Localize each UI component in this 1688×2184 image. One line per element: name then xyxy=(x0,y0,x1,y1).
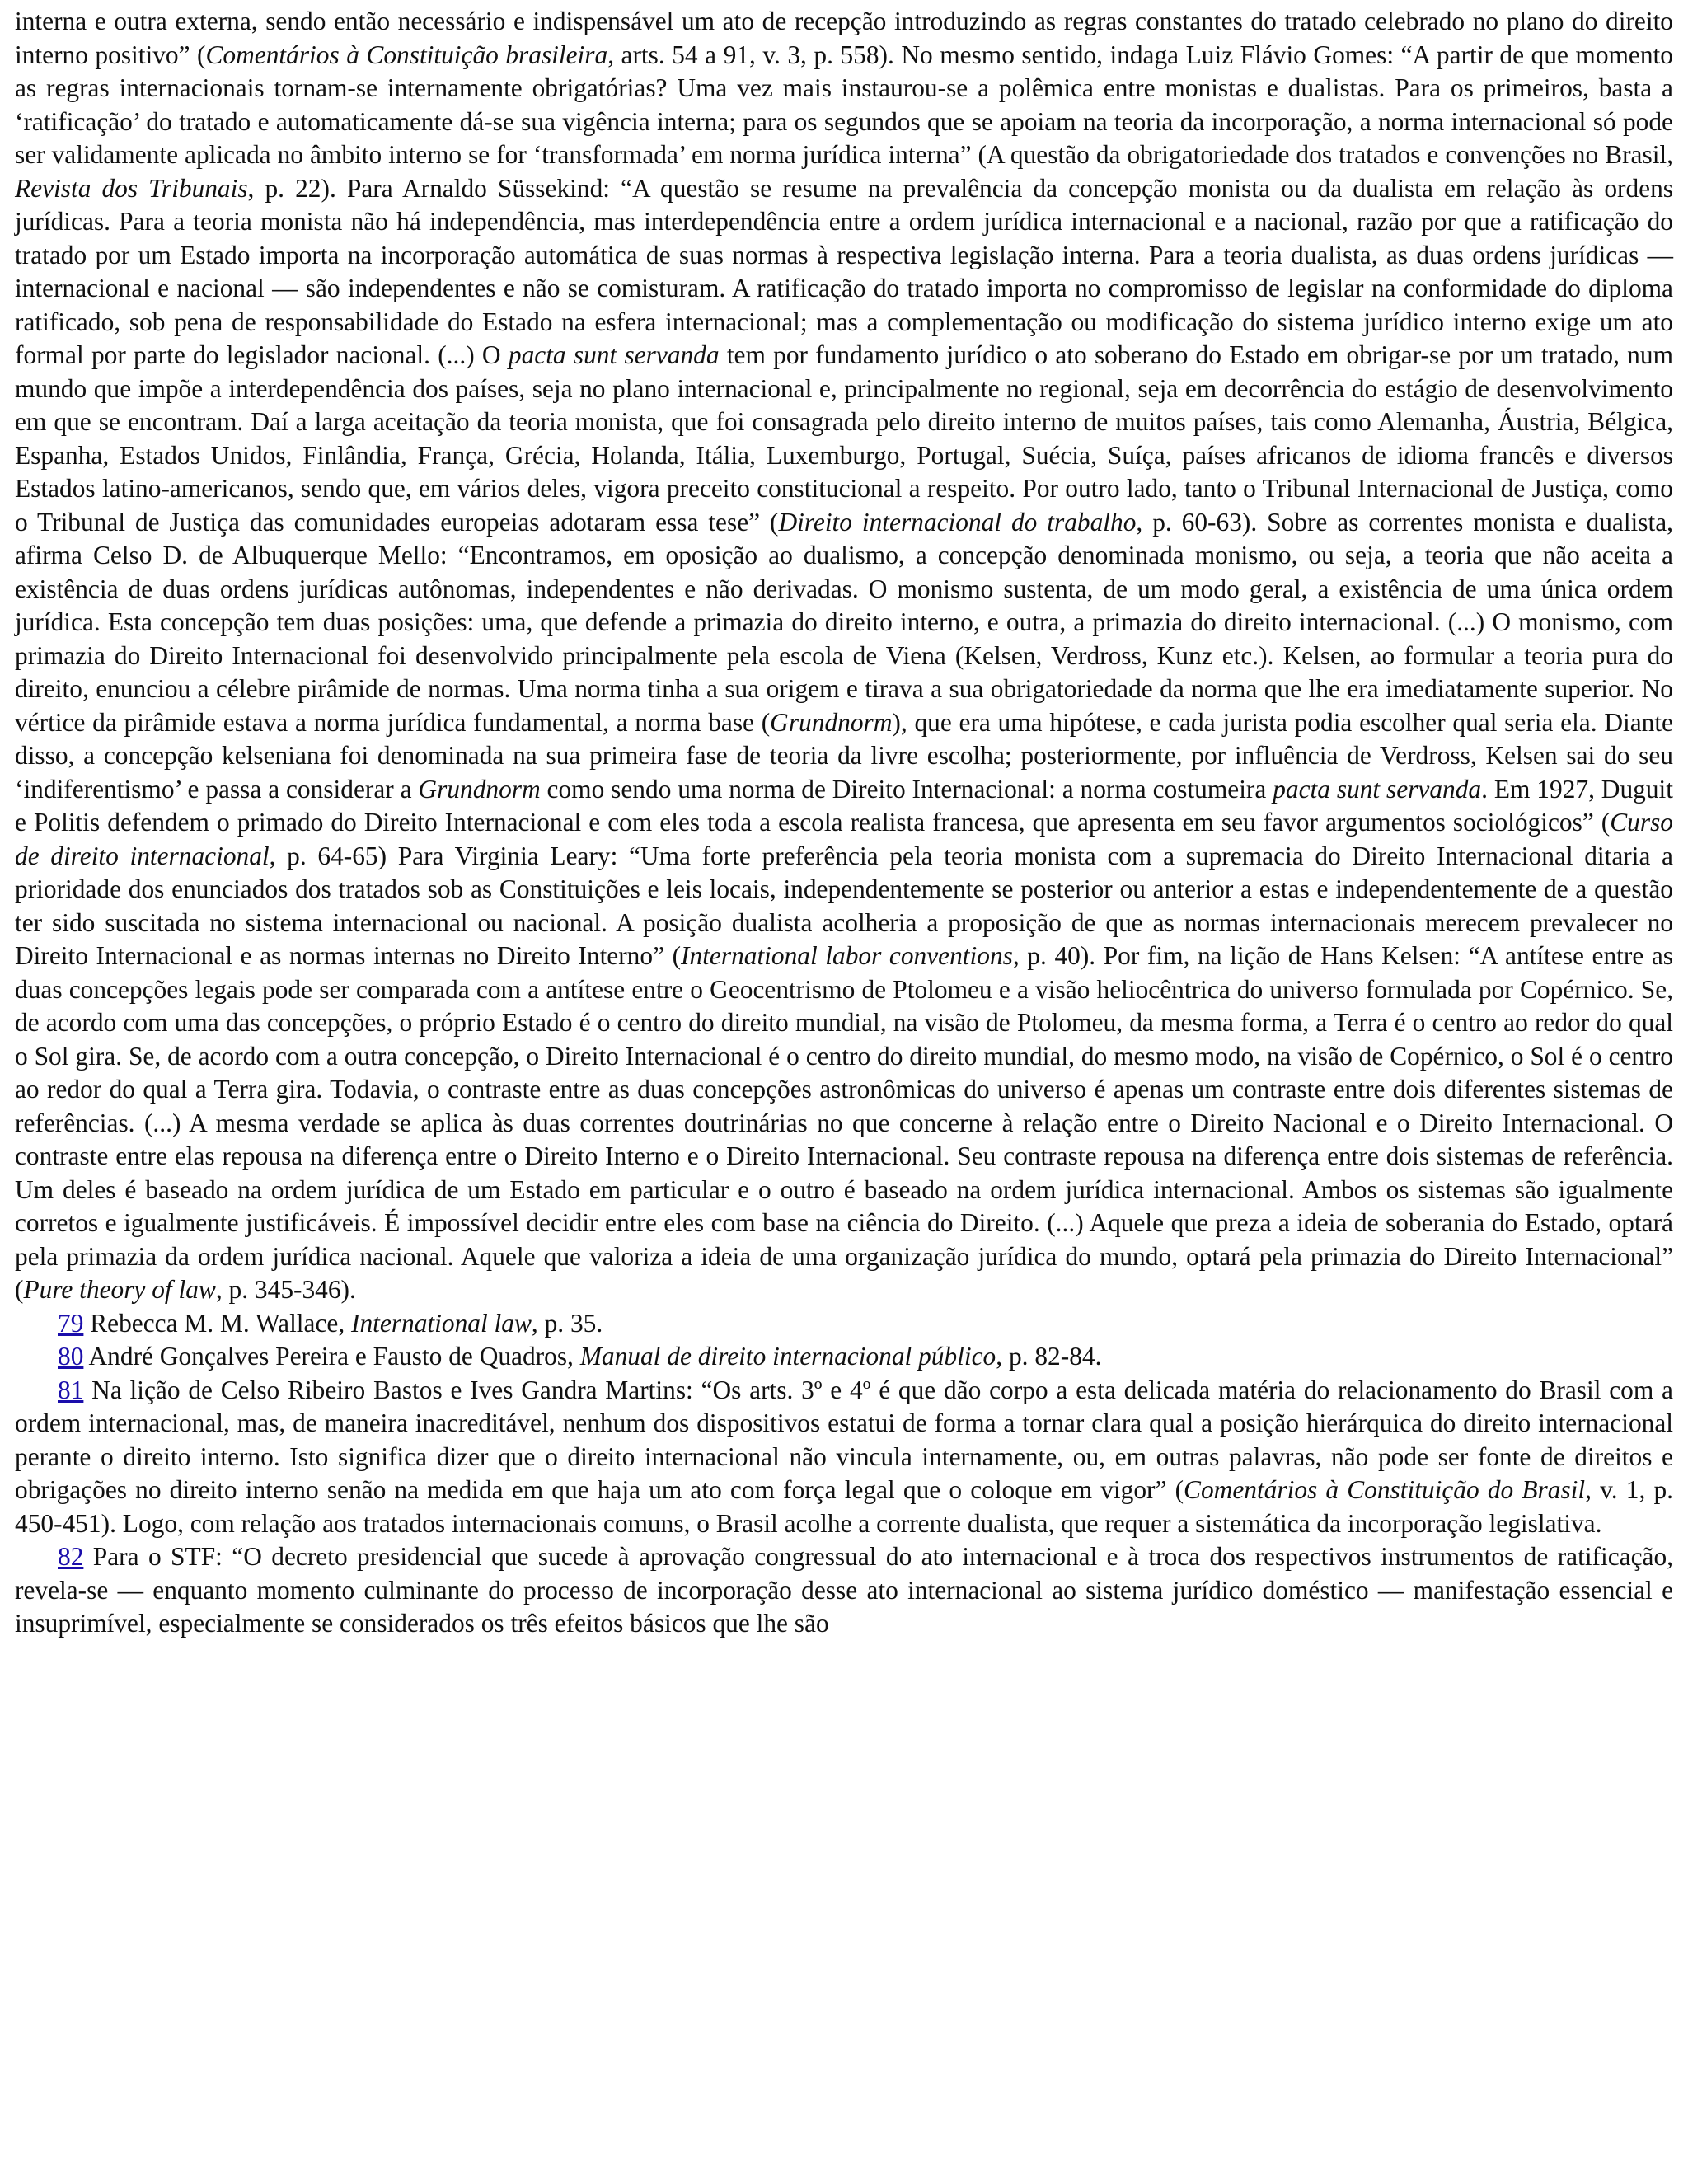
document-page xyxy=(15,5,1673,1641)
text-run: Na lição de Celso Ribeiro Bastos e Ives Gandra Martins: “Os arts. 3º e 4º é que dão corpo a esta delicada matéria do relacionamento do Brasil com a ordem internacional, mas, de maneira inacreditável, nenhum dos dispositivos estatui de forma a tornar clara qual a posição hierárquica do direito internacional perante o direito interno. Isto significa dizer que o direito internacional não vincula internamente, ou, em outras palavras, não pode ser fonte de direitos e obrigações no direito interno senão na medida em que haja um ato com força legal que o coloque em vigor” ( xyxy=(15,1375,1673,1504)
footnote-link[interactable]: 80 xyxy=(58,1342,84,1371)
text-run: , p. 82-84. xyxy=(996,1342,1102,1371)
italic-citation: Revista dos Tribunais xyxy=(15,173,248,203)
footnote-link[interactable]: 82 xyxy=(58,1542,84,1571)
footnote-link[interactable]: 81 xyxy=(58,1375,84,1404)
text-run: tem por fundamento jurídico o ato soberano do Estado em obrigar-se por um tratado, num mundo que impõe a interdependência dos países, seja no plano internacional e, principalmente no regional, seja em decorrência do estágio de desenvolvimento em que se encontram. Daí a larga aceitação da teoria monista, que foi consagrada pelo direito interno de muitos países, tais como Alemanha, Áustria, Bélgica, Espanha, Estados Unidos, Finlândia, França, Grécia, Holanda, Itália, Luxemburgo, Portugal, Suécia, Suíça, países africanos de idioma francês e diversos Estados latino-americanos, sendo que, em vários deles, vigora preceito constitucional a respeito. Por outro lado, tanto o Tribunal Internacional de Justiça, como o Tribunal de Justiça das comunidades europeias adotaram essa tese” ( xyxy=(15,340,1673,537)
footnote-list xyxy=(15,1307,1673,1641)
text-run: ), que era uma hipótese, e cada jurista podia escolher qual seria ela. Diante disso, a concepção kelseniana foi denominada na sua primeira fase de teoria da livre escolha; posteriormente, por influência de Verdross, Kelsen sai do seu ‘indiferentismo’ e passa a considerar a xyxy=(15,707,1673,804)
italic-citation: pacta sunt servanda xyxy=(508,340,720,369)
italic-citation: Curso de direito internacional xyxy=(15,808,1673,870)
italic-citation: pacta sunt servanda xyxy=(1273,774,1482,804)
footnote-82 xyxy=(15,1540,1673,1641)
text-run: , arts. 54 a 91, v. 3, p. 558). No mesmo sentido, indaga Luiz Flávio Gomes: “A partir de que momento as regras internacionais tornam-se internamente obrigatórias? Uma vez mais instaurou-se a polêmica entre monistas e dualistas. Para os primeiros, basta a ‘ratificação’ do tratado e automaticamente dá-se sua vigência interna; para os segundos que se apoiam na teoria da incorporação, a norma internacional só pode ser validamente aplicada no âmbito interno se for ‘transformada’ em norma jurídica interna” (A questão da obrigatoriedade dos tratados e convenções no Brasil, xyxy=(15,40,1673,169)
footnote-79 xyxy=(15,1307,1673,1341)
text-run: André Gonçalves Pereira e Fausto de Quadros, xyxy=(83,1342,580,1371)
text-run: , p. 35. xyxy=(531,1308,603,1338)
footnote-80 xyxy=(15,1340,1673,1374)
italic-citation: Comentários à Constituição brasileira xyxy=(205,40,608,69)
text-run: interna e outra externa, sendo então necessário e indispensável um ato de recepção introduzindo as regras constantes do tratado celebrado no plano do direito interno positivo” ( xyxy=(15,7,1673,69)
italic-citation: Grundnorm xyxy=(770,707,893,737)
italic-citation: International labor conventions xyxy=(681,941,1013,970)
text-run: , p. 60-63). Sobre as correntes monista e dualista, afirma Celso D. de Albuquerque Mello: “Encontramos, em oposição ao dualismo, a concepção denominada monismo, ou seja, a teoria que não aceita a existência de duas ordens jurídicas autônomas, independentes e não derivadas. O monismo sustenta, de um modo geral, a existência de uma única ordem jurídica. Esta concepção tem duas posições: uma, que defende a primazia do direito interno, e outra, a primazia do direito internacional. (...) O monismo, com primazia do Direito Internacional foi desenvolvido principalmente pela escola de Viena (Kelsen, Verdross, Kunz etc.). Kelsen, ao formular a teoria pura do direito, enunciou a célebre pirâmide de normas. Uma norma tinha a sua origem e tirava a sua obrigatoriedade da norma que lhe era imediatamente superior. No vértice da pirâmide estava a norma jurídica fundamental, a norma base ( xyxy=(15,507,1673,737)
text-run: , p. 64-65) Para Virginia Leary: “Uma forte preferência pela teoria monista com a supremacia do Direito Internacional ditaria a prioridade dos enunciados dos tratados sob as Constituições e leis locais, independentemente se posterior ou anterior a estas e independentemente de a questão ter sido suscitada no sistema internacional ou nacional. A posição dualista acolheria a proposição de que as normas internacionais merecem prevalecer no Direito Internacional e as normas internas no Direito Interno” ( xyxy=(15,841,1673,970)
text-run: , v. 1, p. 450-451). Logo, com relação aos tratados internacionais comuns, o Brasil acolhe a corrente dualista, que requer a sistemática da incorporação legislativa. xyxy=(15,1475,1673,1538)
text-run: , p. 22). Para Arnaldo Süssekind: “A questão se resume na prevalência da concepção monista ou da dualista em relação às ordens jurídicas. Para a teoria monista não há independência, mas interdependência entre a ordem jurídica internacional e a nacional, razão por que a ratificação do tratado por um Estado importa na incorporação automática de suas normas à respectiva legislação interna. Para a teoria dualista, as duas ordens jurídicas — internacional e nacional — são independentes e não se comisturam. A ratificação do tratado importa no compromisso de legislar na conformidade do diploma ratificado, sob pena de responsabilidade do Estado na esfera internacional; mas a complementação ou modificação do sistema jurídico interno exige um ato formal por parte do legislador nacional. (...) O xyxy=(15,173,1674,369)
footnote-81 xyxy=(15,1374,1673,1541)
text-run: Rebecca M. M. Wallace, xyxy=(83,1308,352,1338)
italic-citation: Manual de direito internacional público xyxy=(579,1342,996,1371)
text-run: , p. 40). Por fim, na lição de Hans Kelsen: “A antítese entre as duas concepções legais pode ser comparada com a antítese entre o Geocentrismo de Ptolomeu e a visão heliocêntrica do universo formulada por Copérnico. Se, de acordo com uma das concepções, o próprio Estado é o centro do direito mundial, na visão de Ptolomeu, da mesma forma, a Terra é o centro ao redor do qual o Sol gira. Se, de acordo com a outra concepção, o Direito Internacional é o centro do direito mundial, do mesmo modo, na visão de Copérnico, o Sol é o centro ao redor do qual a Terra gira. Todavia, o contraste entre as duas concepções astronômicas do universo é apenas um contraste entre dois diferentes sistemas de referências. (...) A mesma verdade se aplica às duas correntes doutrinárias no que concerne à relação entre o Direito Nacional e o Direito Internacional. O contraste entre elas repousa na diferença entre o Direito Interno e o Direito Internacional. Seu contraste repousa na diferença entre dois sistemas de referência. Um deles é baseado na ordem jurídica de um Estado em particular e o outro é baseado na ordem jurídica internacional. Ambos os sistemas são igualmente corretos e igualmente justificáveis. É impossível decidir entre eles com base na ciência do Direito. (...) Aquele que preza a ideia de soberania do Estado, optará pela primazia da ordem jurídica nacional. Aquele que valoriza a ideia de uma organização jurídica do mundo, optará pela primazia do Direito Internacional” ( xyxy=(15,941,1674,1304)
text-run: . Em 1927, Duguit e Politis defendem o primado do Direito Internacional e com eles toda a escola realista francesa, que apresenta em seu favor argumentos sociológicos” ( xyxy=(15,774,1673,837)
text-run: como sendo uma norma de Direito Internacional: a norma costumeira xyxy=(540,774,1273,804)
italic-citation: Grundnorm xyxy=(418,774,541,804)
footnote-continuation-paragraph xyxy=(15,5,1673,1307)
italic-citation: Comentários à Constituição do Brasil xyxy=(1184,1475,1586,1504)
text-run: Para o STF: “O decreto presidencial que sucede à aprovação congressual do ato internacional e à troca dos respectivos instrumentos de ratificação, revela-se — enquanto momento culminante do processo de incorporação desse ato internacional ao sistema jurídico doméstico — manifestação essencial e insuprimível, especialmente se considerados os três efeitos básicos que lhe são xyxy=(15,1542,1673,1638)
italic-citation: Direito internacional do trabalho xyxy=(778,507,1137,537)
italic-citation: Pure theory of law xyxy=(23,1275,216,1304)
italic-citation: International law xyxy=(351,1308,532,1338)
footnote-link[interactable]: 79 xyxy=(58,1308,84,1338)
text-run: , p. 345-346). xyxy=(215,1275,356,1304)
